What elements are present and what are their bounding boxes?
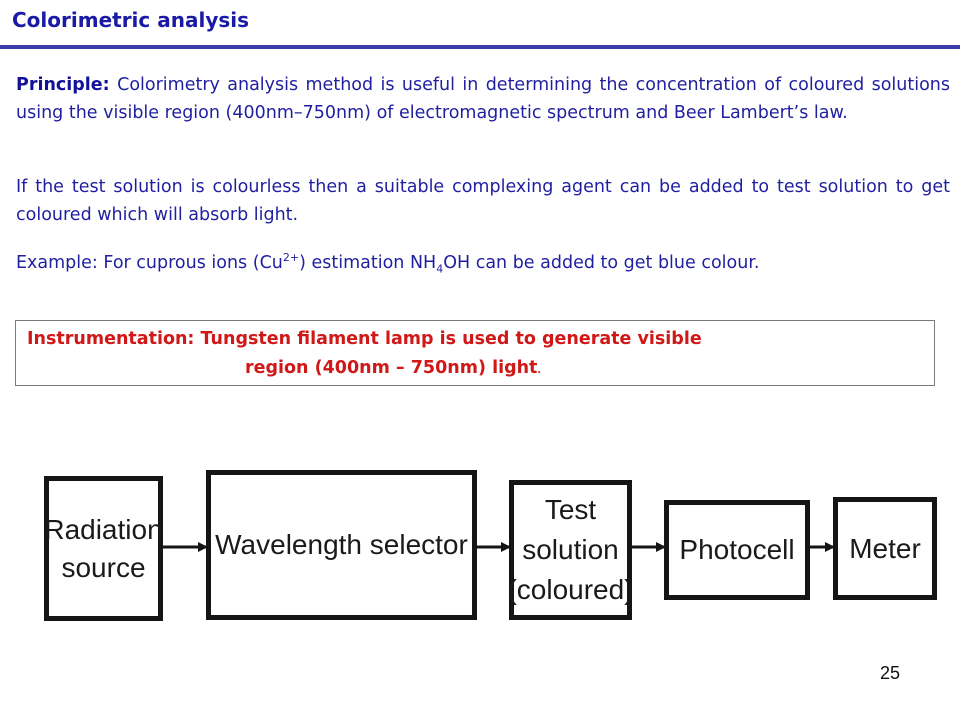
instrumentation-box	[15, 320, 935, 386]
block-label-line: solution	[522, 534, 619, 565]
ion-charge: 2+	[282, 251, 300, 264]
example-suffix: OH can be added to get blue colour.	[443, 252, 760, 273]
instrumentation-line-1: Instrumentation: Tungsten filament lamp is used to generate visible	[27, 329, 702, 349]
wavelength-selector-block	[206, 470, 477, 620]
block-label-line: Test	[544, 494, 597, 525]
meter-block	[833, 497, 937, 600]
instrumentation-end-mark: .	[537, 365, 542, 376]
block-label-line: (coloured)	[507, 574, 634, 605]
colourless-paragraph: If the test solution is colourless then a suitable complexing agent can be added to test solution to get coloured which will absorb light.	[16, 177, 950, 225]
ammonium-subscript: 4	[436, 262, 444, 276]
block-label-line: Wavelength selector	[215, 529, 468, 560]
block-label-line: Radiation	[44, 513, 163, 545]
title-underline	[0, 45, 960, 49]
principle-paragraph	[16, 71, 950, 127]
radiation-source-block	[44, 476, 163, 621]
block-label-line: Photocell	[679, 534, 795, 565]
principle-label: Principle:	[16, 75, 110, 95]
example-prefix: Example: For cuprous ions (Cu	[16, 252, 283, 273]
instrumentation-line-2-text: region (400nm – 750nm) light	[245, 358, 538, 378]
block-label-line: Meter	[849, 532, 921, 564]
page-number: 25	[880, 663, 901, 683]
example-middle: ) estimation NH	[299, 252, 437, 273]
principle-text: Colorimetry analysis method is useful in determining the concentration of coloured solutions using the visible region (400nm–750nm) of electromagnetic spectrum and Beer Lambert’s law.	[16, 75, 950, 123]
block-label-line: source	[61, 551, 146, 583]
test-solution-block	[509, 480, 632, 620]
colorimeter-block-diagram	[0, 455, 960, 635]
instrumentation-line-2	[245, 358, 541, 378]
slide-title: Colorimetric analysis	[12, 8, 250, 32]
example-paragraph	[16, 244, 950, 283]
photocell-block	[664, 500, 810, 600]
